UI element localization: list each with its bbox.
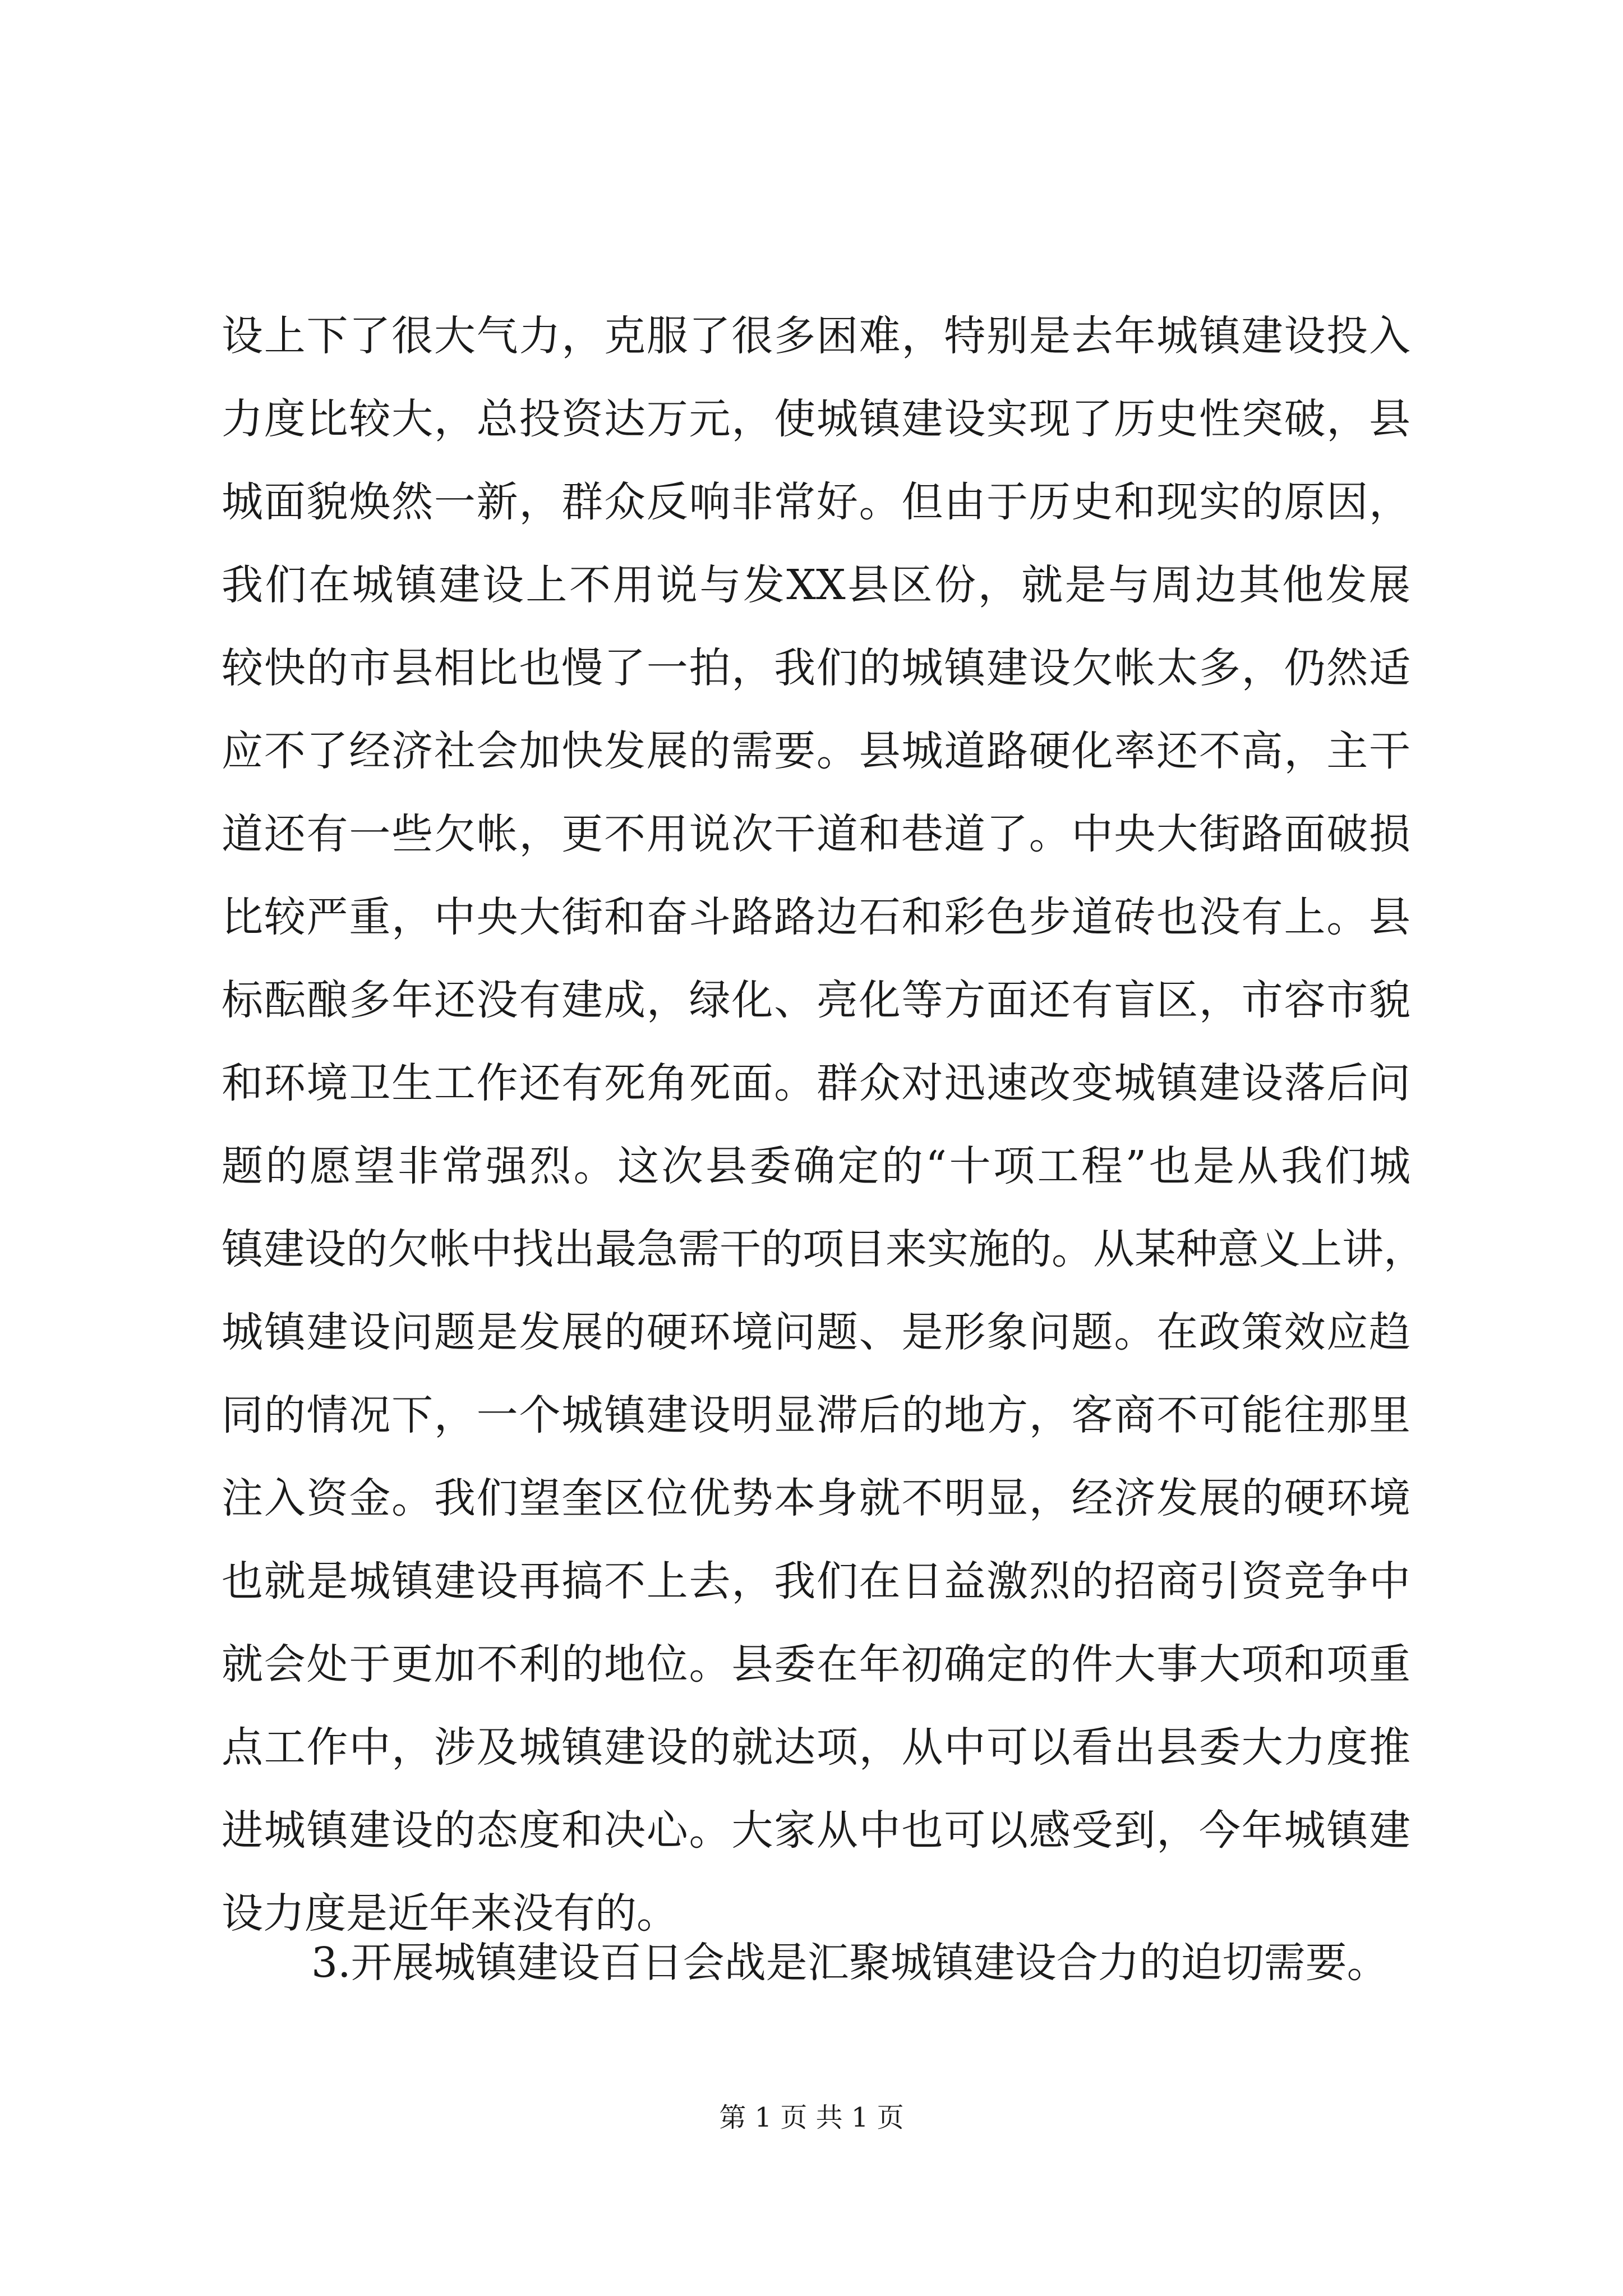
text-line: 标酝酿多年还没有建成，绿化、亮化等方面还有盲区，市容市貌	[222, 976, 1410, 1024]
text-line: 进城镇建设的态度和决心。大家从中也可以感受到，今年城镇建	[222, 1806, 1410, 1855]
text-line: 力度比较大，总投资达万元，使城镇建设实现了历史性突破，县	[222, 395, 1410, 443]
text-line: 也就是城镇建设再搞不上去，我们在日益激烈的招商引资竞争中	[222, 1557, 1410, 1605]
text-line: 城面貌焕然一新，群众反响非常好。但由于历史和现实的原因，	[222, 478, 1410, 526]
text-line: 设力度是近年来没有的。	[222, 1889, 678, 1938]
paragraph-1	[222, 295, 1425, 1955]
text-line: 较快的市县相比也慢了一拍，我们的城镇建设欠帐太多，仍然适	[222, 644, 1410, 692]
text-line: 就会处于更加不利的地位。县委在年初确定的件大事大项和项重	[222, 1640, 1410, 1688]
text-line: 和环境卫生工作还有死角死面。群众对迅速改变城镇建设落后问	[222, 1059, 1410, 1107]
text-line: 题的愿望非常强烈。这次县委确定的“十项工程”也是从我们城	[222, 1142, 1410, 1190]
section-heading-line: 3.开展城镇建设百日会战是汇聚城镇建设合力的迫切需要。	[311, 1939, 1389, 1987]
text-line: 注入资金。我们望奎区位优势本身就不明显，经济发展的硬环境	[222, 1474, 1410, 1522]
text-line: 城镇建设问题是发展的硬环境问题、是形象问题。在政策效应趋	[222, 1308, 1410, 1356]
text-line: 道还有一些欠帐，更不用说次干道和巷道了。中央大街路面破损	[222, 810, 1410, 858]
text-line: 应不了经济社会加快发展的需要。县城道路硬化率还不高，主干	[222, 727, 1410, 775]
text-line: 镇建设的欠帐中找出最急需干的项目来实施的。从某种意义上讲，	[222, 1225, 1425, 1273]
page-footer: 第 1 页 共 1 页	[719, 2102, 904, 2133]
text-line: 同的情况下，一个城镇建设明显滞后的地方，客商不可能往那里	[222, 1391, 1410, 1439]
paragraph-2	[222, 1921, 1410, 2004]
text-line: 设上下了很大气力，克服了很多困难，特别是去年城镇建设投入	[222, 312, 1410, 360]
text-line: 比较严重，中央大街和奋斗路路边石和彩色步道砖也没有上。县	[222, 893, 1410, 941]
text-line: 我们在城镇建设上不用说与发XX县区份，就是与周边其他发展	[222, 561, 1410, 609]
text-line: 点工作中，涉及城镇建设的就达项，从中可以看出县委大力度推	[222, 1723, 1410, 1772]
